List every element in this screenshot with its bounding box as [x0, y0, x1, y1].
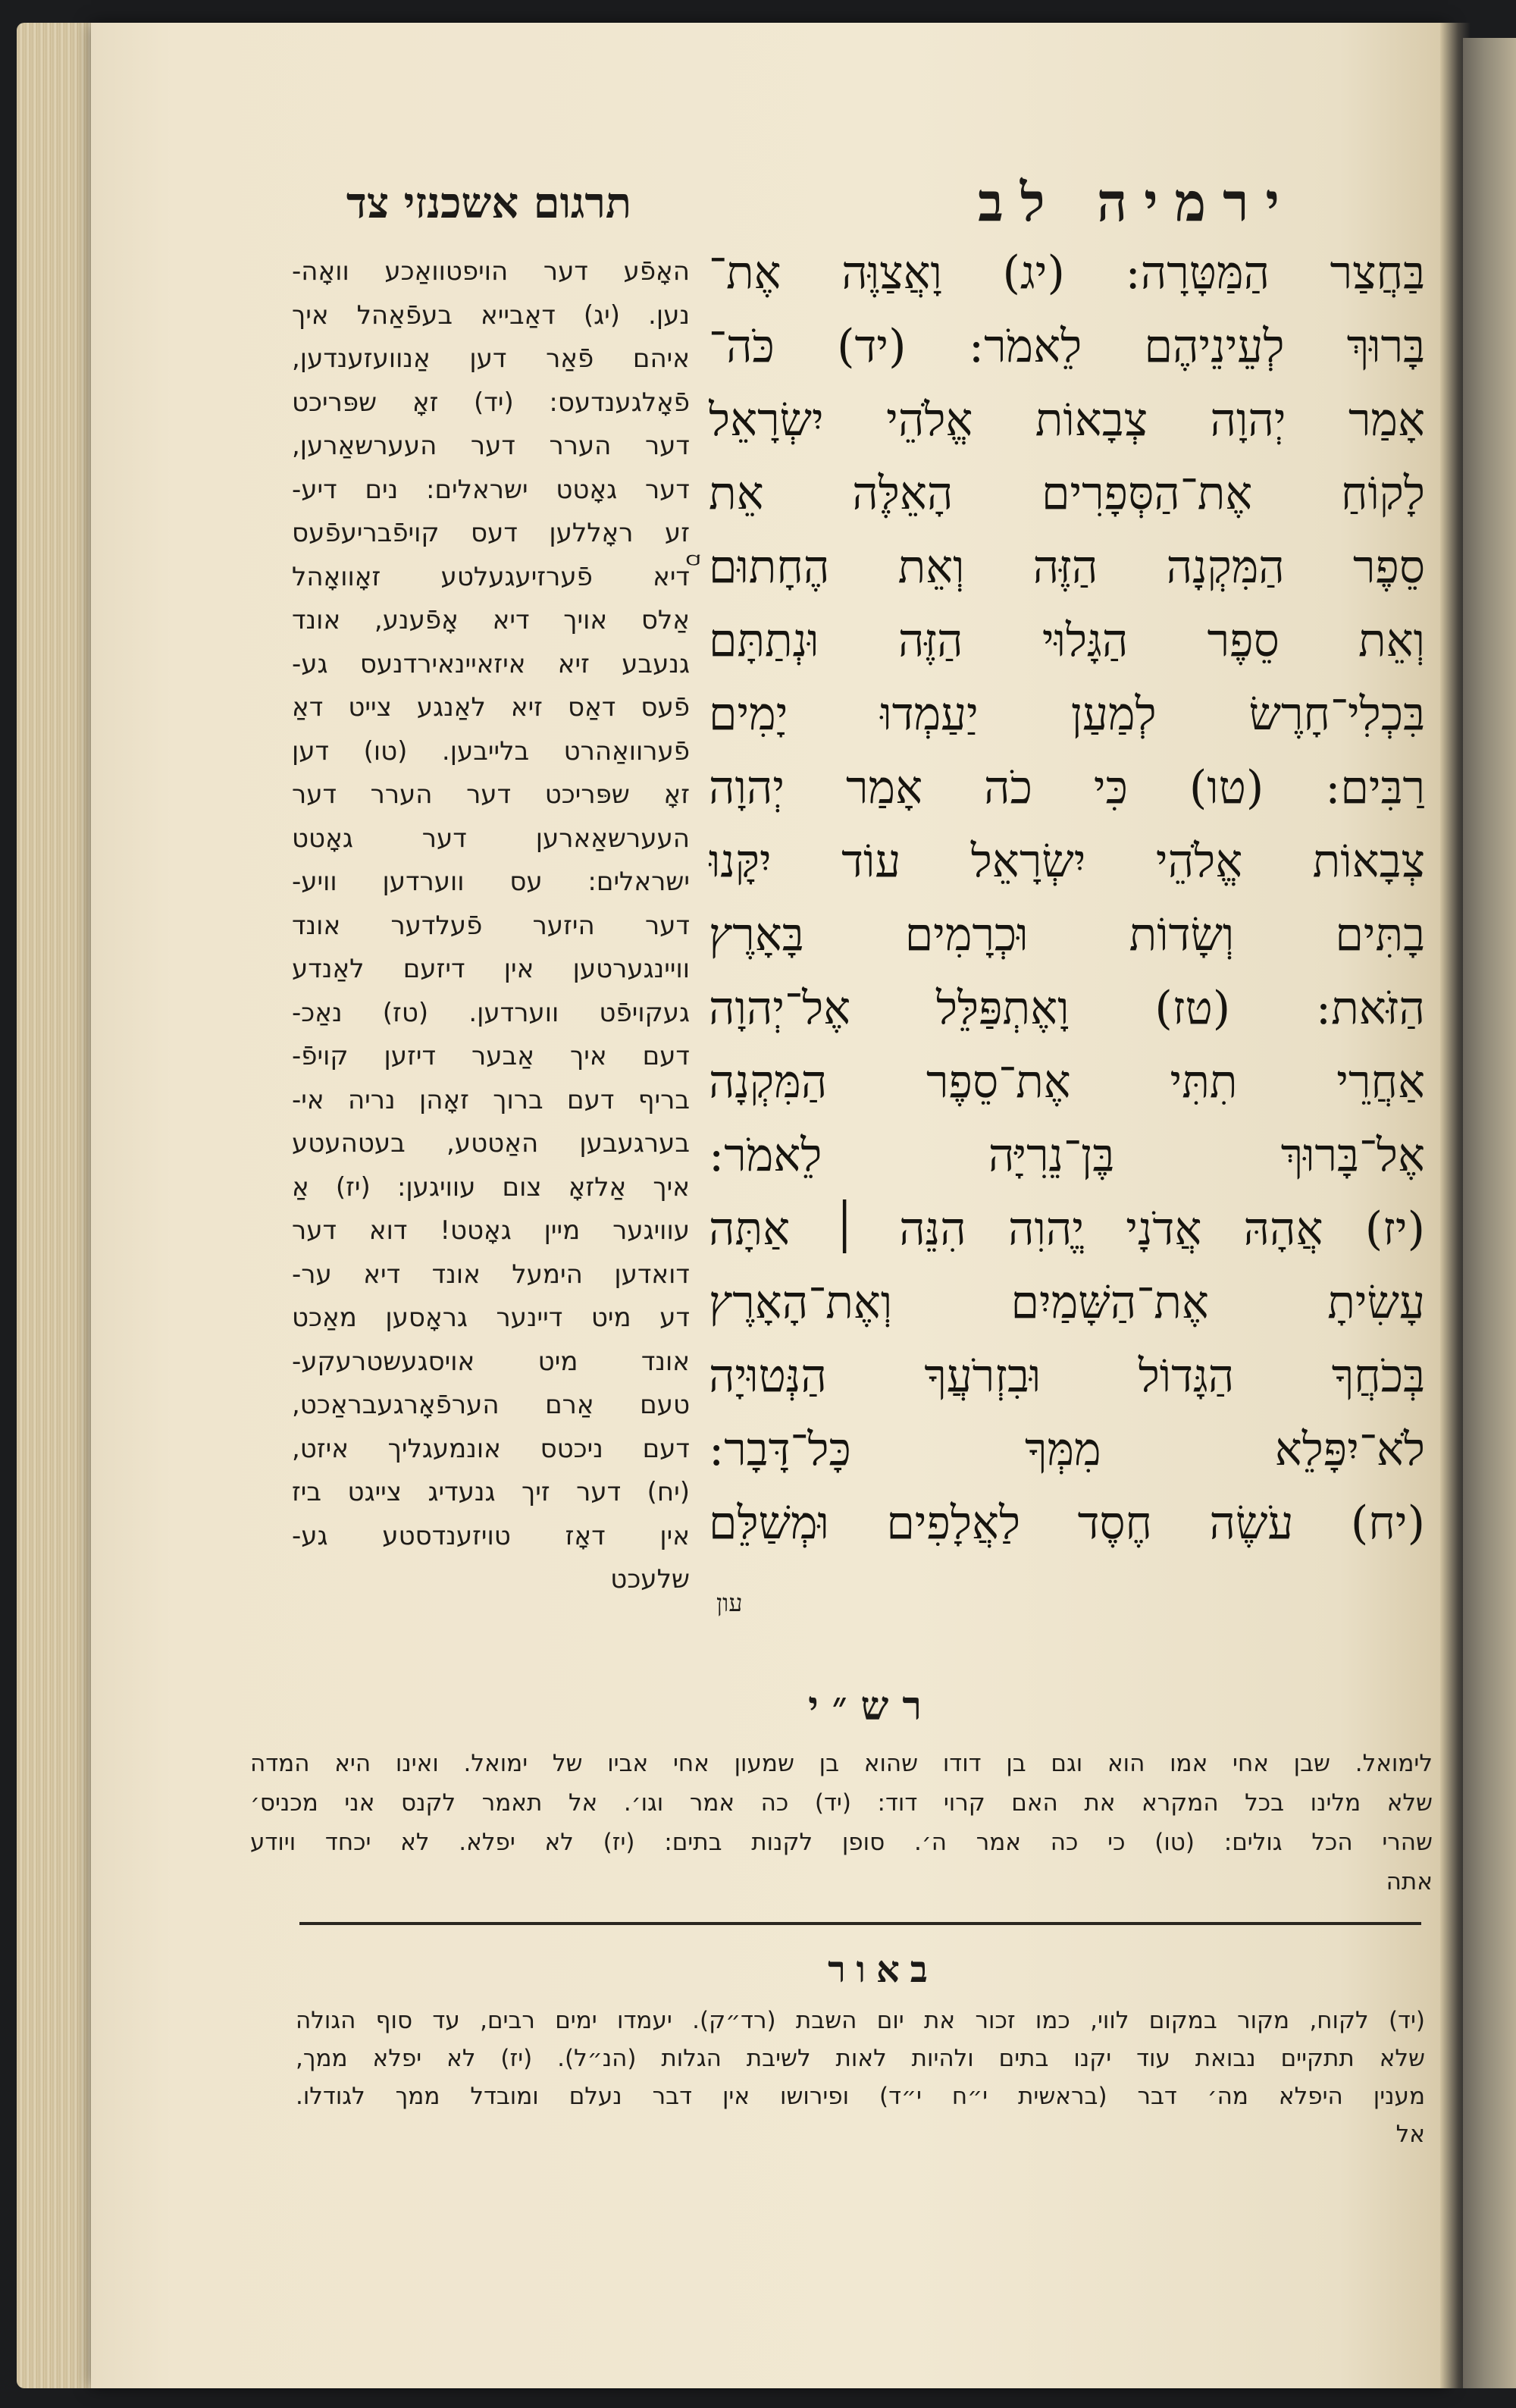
biur-commentary [296, 2002, 1425, 2153]
translation-line: געקויפֿט ווערדען. (טז) נאַכ- [292, 997, 690, 1028]
translation-line: דער הערר דער העערשאַרען, [292, 431, 690, 461]
translation-line: דעם ניכטס אונמעגליך איזט, [292, 1433, 690, 1464]
rashi-heading: רש״י [808, 1683, 935, 1729]
scripture-line: בַּחֲצַר הַמַּטָּרָה: (יג) וָאֲצַוֶּה אֶת־ [709, 246, 1425, 299]
translation-line: אַלס אויך דיא אָפֿענע, אונד [292, 605, 690, 635]
scripture-line: צְבָאוֹת אֱלֹהֵי יִשְׂרָאֵל עוֹד יִקָּנוּ [709, 835, 1425, 888]
translation-line: שלעכט [610, 1564, 690, 1594]
scripture-line: רַבִּים: (טו) כִּי כֹה אָמַר יְהוָה [709, 761, 1425, 814]
biur-heading: באור [828, 1949, 938, 1991]
translation-line: דואדען הימעל אונד דיא ער- [292, 1259, 690, 1290]
translation-line: אין דאָז טויזענדסטע גע- [292, 1520, 690, 1551]
translation-line: נען. (יג) דאַבייא בעפֿאַהל איך [292, 299, 690, 331]
translation-line: העערשאַארען דער גאָטט [292, 823, 690, 854]
rashi-line: שהרי הכל גולים: (טו) כי כה אמר ה׳. סופן לקנות בתים: (יז) לא יפלא. לא יכחד ויודע [250, 1829, 1433, 1856]
marginal-note: ס [681, 553, 707, 567]
scripture-line: בָּרוּךְ לְעֵינֵיהֶם לֵאמֹר: (יד) כֹּה־ [709, 320, 1425, 373]
translation-line: בערגעבען האַטטע, בעטהעטע [292, 1128, 690, 1159]
biur-line: אל [1395, 2121, 1425, 2148]
translation-line: ישראלים: עס ווערדען וויע- [292, 867, 690, 897]
translation-line: איך אַלזאָ צום עוויגען: (יז) אַ [292, 1171, 690, 1202]
scripture-line: אַחֲרֵי תִתִּי אֶת־סֵפֶר הַמִּקְנָה [709, 1055, 1425, 1108]
translation-line: וויינגערטען אין דיזעם לאַנדע [292, 954, 690, 984]
scripture-line: אָמַר יְהוָה צְבָאוֹת אֱלֹהֵי יִשְׂרָאֵל [709, 393, 1425, 447]
translation-line: טעם אַרם הערפֿאָרגעבראַכט, [292, 1390, 690, 1420]
translation-line: פֿאָלגענדעס: (יד) זאָ שפּריכט [292, 387, 690, 418]
translation-line: האָפֿע דער הויפטוואַכע וואָה- [292, 256, 690, 287]
scripture-line: לָקוֹחַ אֶת־הַסְּפָרִים הָאֵלֶּה אֵת [709, 467, 1425, 520]
translation-line: דע מיט דיינער גראָסען מאַכט [292, 1303, 690, 1333]
translation-line: דעם איך אַבער דיזען קויפֿ- [292, 1041, 690, 1071]
scripture-line: בִּכְלִי־חָרֶשׂ לְמַעַן יַעַמְדוּ יָמִים [709, 688, 1425, 741]
translation-line: זע ראָללען דעס קויפֿבריעפֿעס [292, 518, 690, 548]
translation-line: פֿעס דאַס זיא לאַנגע צייט דאַ [292, 692, 690, 723]
facing-page-edge [1463, 38, 1516, 2388]
scripture-line: וְאֵת סֵפֶר הַגָּלוּי הַזֶּה וּנְתַתָּם [709, 614, 1425, 667]
biur-line: (יד) לקוח, מקור במקום לווי, כמו זכור את יום השבת (רד״ק). יעמדו ימים רבים, עד סוף הגולה [296, 2007, 1425, 2034]
translation-line: פֿערוואַהרט בלייבען. (טו) דען [292, 735, 690, 767]
biur-line: מענין היפלא מה׳ דבר (בראשית י״ח י״ד) ופירושו אין דבר נעלם ומובדל ממך לגודלו. [296, 2083, 1425, 2110]
biur-line: שלא תתקיים נבואת עוד יקנו בתים ולהיות לאות לשיבת הגלות (הנ״ל). (יז) לא יפלא ממך, [296, 2045, 1425, 2072]
scripture-line: לֹא־יִפָּלֵא מִמְּךָ כָּל־דָּבָר: [709, 1423, 1425, 1476]
rashi-commentary [250, 1744, 1433, 1902]
running-head-scripture: ירמיה לב [978, 171, 1296, 234]
translation-line: דער היזער פֿעלדער אונד [292, 910, 690, 941]
translation-line: דיא פֿערזיעגעלטע זאָוואָהל [292, 561, 690, 592]
section-divider [299, 1922, 1421, 1925]
scripture-line: (יז) אֲהָהּ אֲדֹנָי יֱהוִה הִנֵּה ׀ אַתָּה [709, 1202, 1425, 1256]
translation-line: זאָ שפּריכט דער הערר דער [292, 779, 690, 810]
translation-line: עוויגער מיין גאָטט! דוא דער [292, 1215, 690, 1246]
translation-line: גנעבע זיא איזאיינאירדנעס גע- [292, 648, 690, 679]
rashi-line: אתה [1386, 1868, 1433, 1895]
scripture-line: בְּכֹחֲךָ הַגָּדוֹל וּבִזְרֹעֲךָ הַנְּטוּיָה [709, 1350, 1425, 1403]
rashi-line: שלא מלינו בכל המקרא את האם קרוי דוד: (יד) כה אמר וגו׳. אל תאמר לקנס אני מכניס׳ [250, 1789, 1433, 1817]
translation-line: דער גאָטט ישראלים: נים דיע- [292, 474, 690, 505]
scripture-line: סֵפֶר הַמִּקְנָה הַזֶּה וְאֵת הֶחָתוּם [709, 541, 1425, 594]
running-head-translation: תרגום אשכנזי צד [346, 178, 632, 228]
translation-line: בריף דעם ברוך זאָהן נריה אי- [292, 1084, 690, 1115]
scripture-line: הַזֹּאת: (טז) וָאֶתְפַּלֵּל אֶל־יְהוָה [709, 982, 1425, 1035]
catchword: עון [716, 1588, 743, 1617]
translation-line: (יח) דער זיך גנעדיג צייגט ביז [292, 1477, 690, 1507]
translation-line: איהם פֿאַר דען אַנוועזענדען, [292, 343, 690, 374]
translation-line: אונד מיט אויסגעשטרעקע- [292, 1346, 690, 1377]
scripture-line: עָשִׂיתָ אֶת־הַשָּׁמַיִם וְאֶת־הָאָרֶץ [709, 1276, 1425, 1329]
scripture-column [709, 237, 1425, 1560]
scripture-line: (יח) עֹשֶׂה חֶסֶד לַאֲלָפִים וּמְשַׁלֵּם [709, 1497, 1425, 1550]
scripture-line: אֶל־בָּרוּךְ בֶּן־נֵרִיָּה לֵאמֹר: [709, 1129, 1425, 1182]
scripture-line: בָתִּים וְשָׂדוֹת וּכְרָמִים בָּאָרֶץ [709, 908, 1425, 961]
rashi-line: לימואל. שבן אחי אמו הוא וגם בן דודו שהוא בן שמעון אחי אביו של ימואל. ואינו היא המדה [250, 1750, 1433, 1777]
translation-column [292, 250, 690, 1602]
